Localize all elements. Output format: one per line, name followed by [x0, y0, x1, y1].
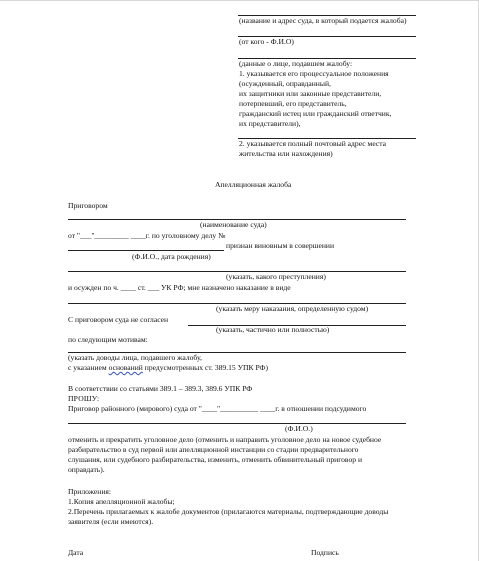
from-caption: (от кого - Ф.И.О) — [239, 37, 294, 46]
crime-caption: (указать, какого преступления) — [226, 272, 326, 281]
attachment-item-1: 1.Копия апелляционной жалобы; — [68, 497, 175, 506]
address-info-line-1: 2. указывается полный почтовый адрес места — [239, 139, 387, 148]
attachments-heading: Приложения: — [68, 487, 111, 496]
attachment-item-3: заявителя (если имеются). — [68, 517, 154, 526]
convicted-line: и осужден по ч. ____ ст. ___ УК РФ; мне назначено наказание в виде — [68, 283, 291, 292]
attachment-item-2: 2.Перечень прилагаемых к жалобе документов (прилагаются материалы, подтверждающие доводы — [68, 507, 389, 516]
date-case-line: от "___"_________ ____г. по уголовному делу № — [68, 231, 226, 240]
page-border-top — [0, 0, 479, 1]
request-text-1: отменить и прекратить уголовное дело (отменить и направить уголовное дело на новое судебное — [68, 435, 382, 444]
fio-caption: (Ф.И.О.) — [285, 424, 313, 433]
spellcheck-word: оснований — [108, 363, 143, 372]
date-label: Дата — [68, 548, 84, 557]
partial-caption: (указать, частично или полностью) — [216, 325, 330, 334]
request-text-2: разбирательство в суд первой или апелляционной инстанции со стадии предварительного — [68, 445, 359, 454]
court-caption: (название и адрес суда, в который подается жалоба) — [239, 16, 407, 25]
document-title: Апелляционная жалоба — [215, 180, 292, 189]
fio-birth-line — [68, 250, 224, 251]
district-line: Приговор районного (мирового) суда от "____"__________ ____г. в отношении подсудимого — [68, 404, 367, 413]
person-info-line-6: гражданский истец или гражданский ответчик, — [239, 109, 392, 118]
verdict-word: Приговором — [68, 201, 108, 210]
person-info-line-2: 1. указывается его процессуальное положения — [239, 69, 389, 78]
person-info-line-4: их защитники или законные представители, — [239, 89, 382, 98]
arguments-caption-1: (указать доводы лица, подавшего жалобу, — [68, 353, 202, 362]
defendant-line — [68, 423, 406, 424]
person-info-line-7: их представители), — [239, 119, 301, 128]
punishment-caption: (указать меру наказания, определенную судом) — [216, 304, 369, 313]
address-info-line-2: жительства или нахождения) — [239, 149, 333, 158]
request-text-4: оправдать). — [68, 465, 105, 474]
person-info-line-5: потерпевший, его представитель, — [239, 99, 347, 108]
person-info-line-3: (осужденный, оправданный, — [239, 79, 331, 88]
articles-line: В соответствии со статьями 389.1 – 389.3, 389.6 УПК РФ — [68, 384, 253, 393]
request-text-3: слушания, или судебного разбирательства, изменить, отменить обвинительный приговор и — [68, 455, 363, 464]
disagree-text: С приговором суда не согласен — [68, 315, 169, 324]
arguments-caption-2: с указанием оснований предусмотренных ст. 389.15 УПК РФ) — [68, 363, 269, 372]
guilty-text: признан виновным в совершении — [226, 241, 335, 250]
reasons-text: по следующим мотивам: — [68, 335, 148, 344]
person-info-line-1: (данные о лице, подавшем жалобу: — [239, 59, 353, 68]
court-name-caption: (наименование суда) — [200, 220, 267, 229]
request-word: ПРОШУ: — [68, 394, 100, 403]
signature-label: Подпись — [311, 548, 339, 557]
fio-birth-caption: (Ф.И.О., дата рождения) — [132, 252, 211, 261]
